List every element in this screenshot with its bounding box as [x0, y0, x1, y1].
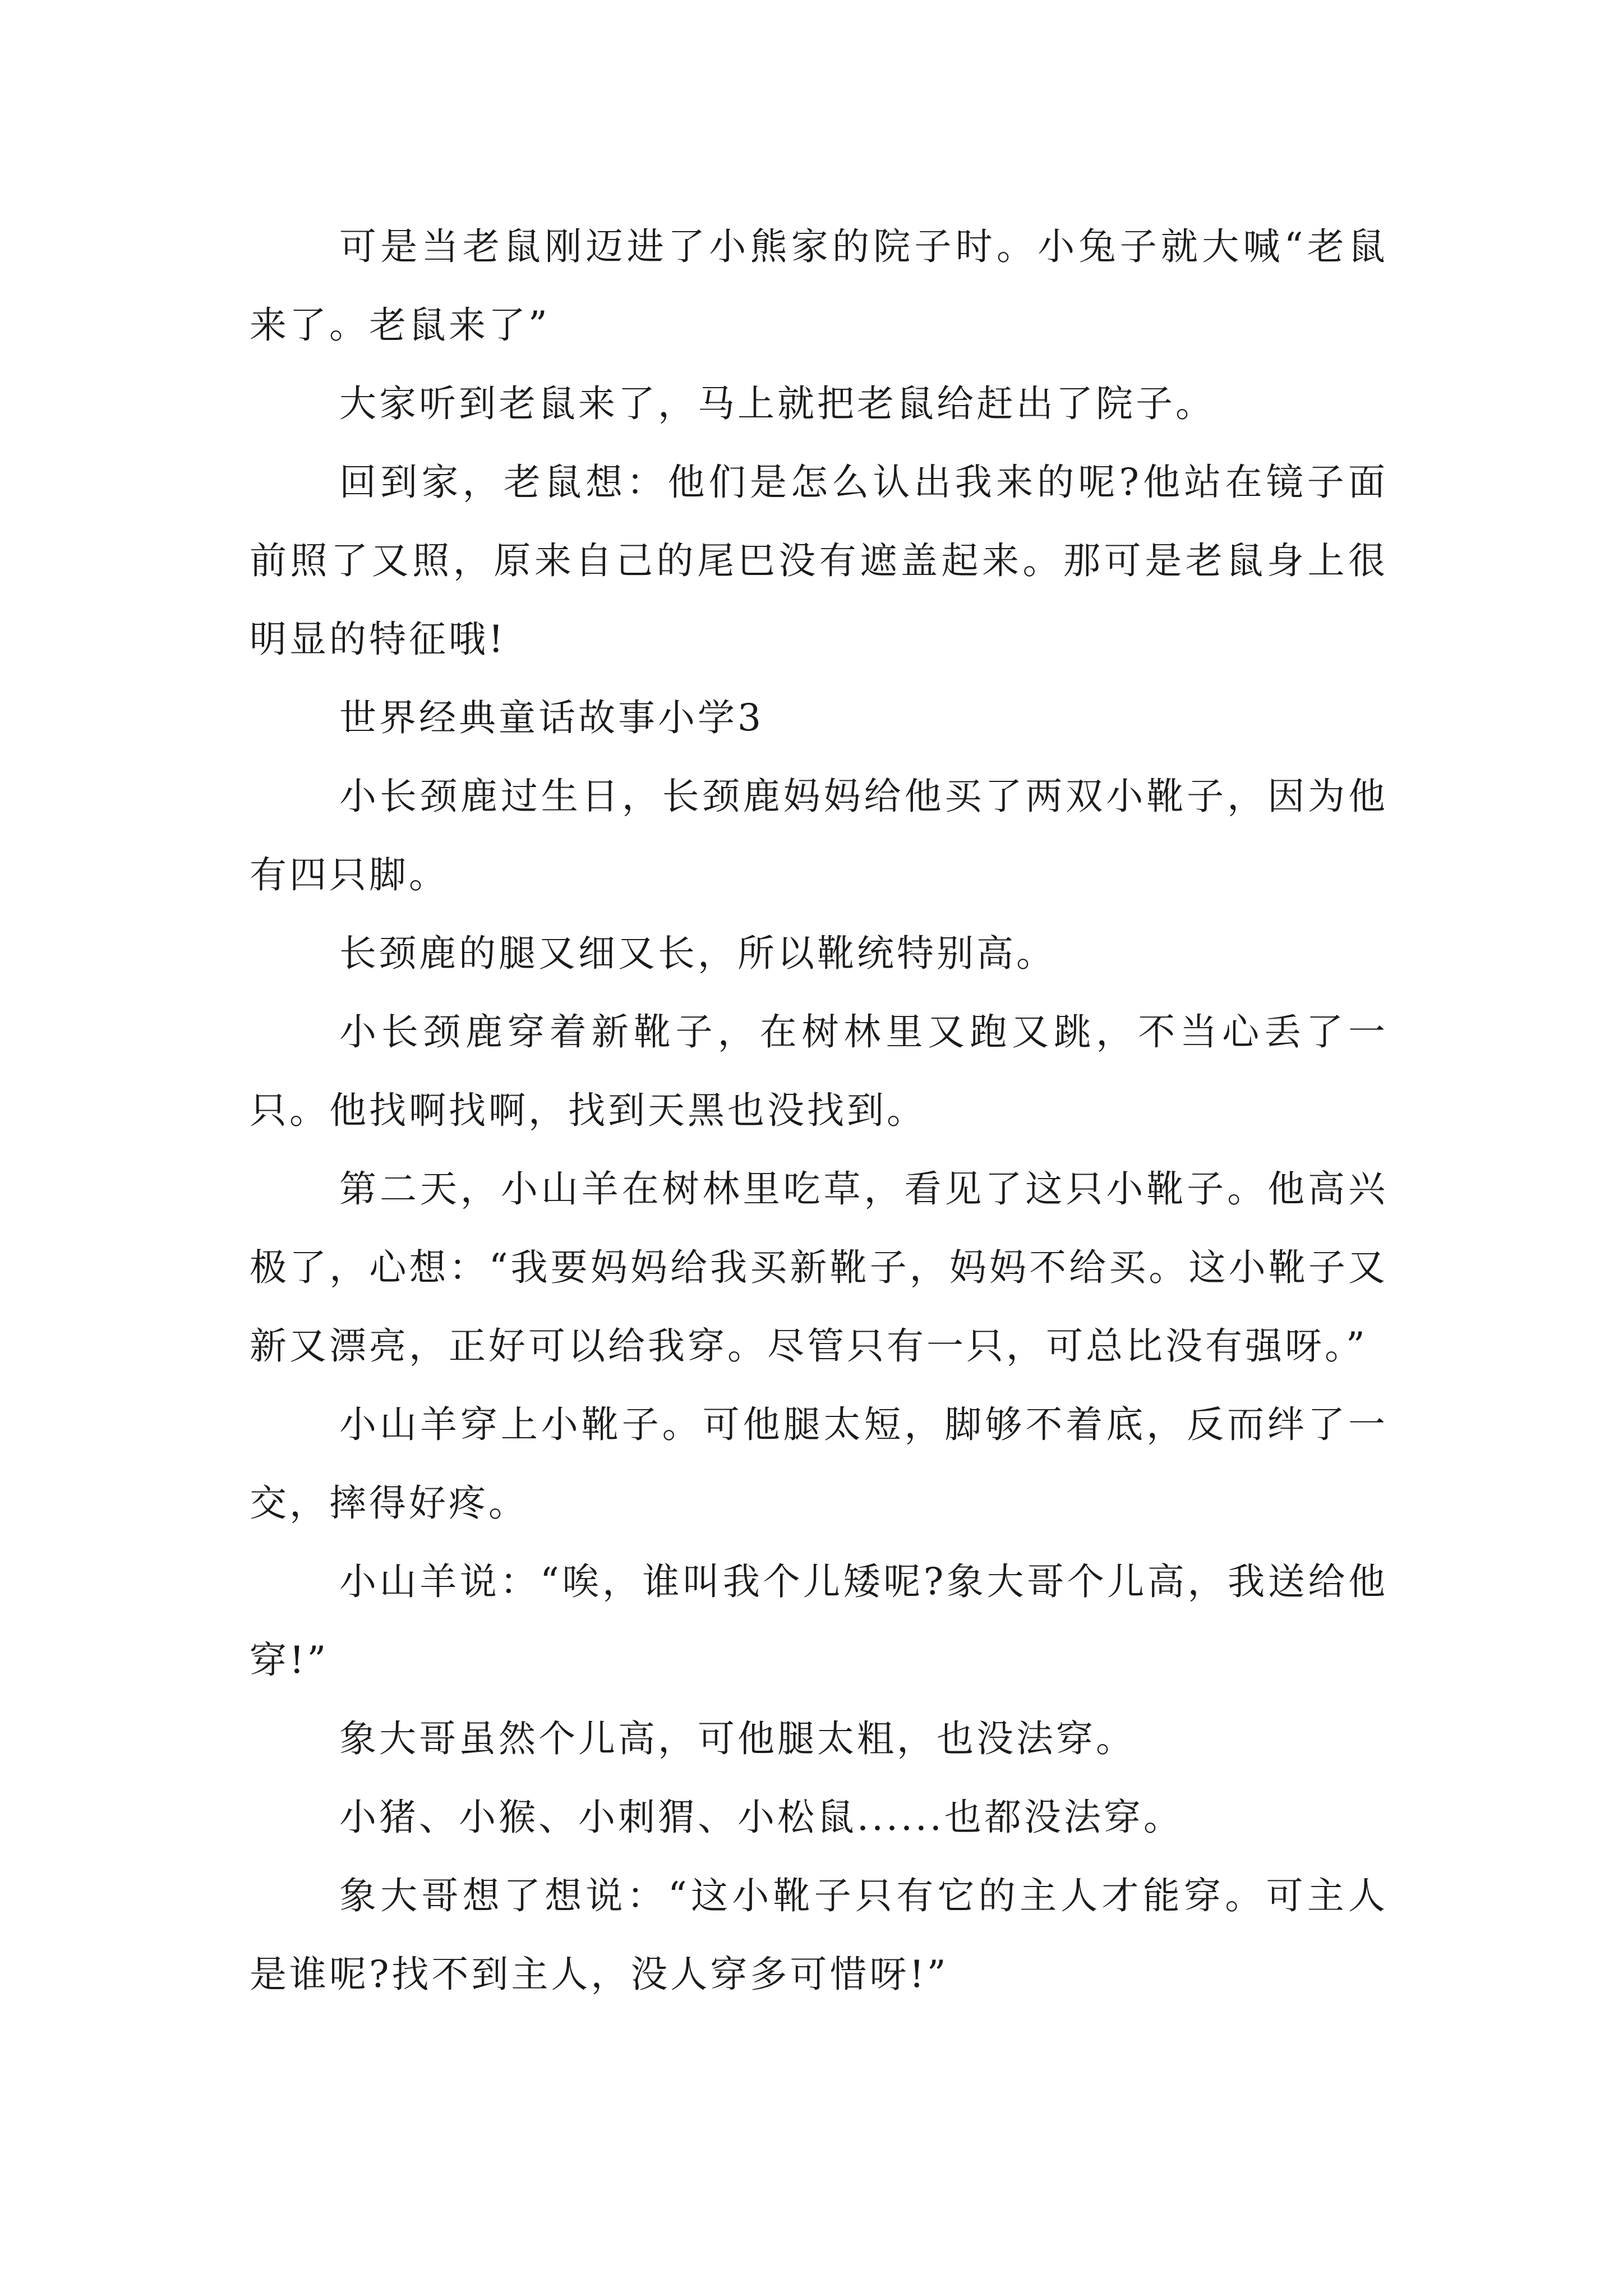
document-body [250, 208, 1388, 2014]
paragraph: 小山羊穿上小靴子。可他腿太短，脚够不着底，反而绊了一交，摔得好疼。 [250, 1403, 1388, 1525]
paragraph: 小猪、小猴、小刺猬、小松鼠......也都没法穿。 [339, 1796, 1183, 1839]
paragraph: 小长颈鹿穿着新靴子，在树林里又跑又跳，不当心丢了一只。他找啊找啊，找到天黑也没找到。 [250, 1010, 1388, 1132]
paragraph: 长颈鹿的腿又细又长，所以靴统特别高。 [339, 932, 1056, 975]
paragraph: 大家听到老鼠来了，马上就把老鼠给赶出了院子。 [339, 382, 1215, 425]
paragraph: 小长颈鹿过生日，长颈鹿妈妈给他买了两双小靴子，因为他有四只脚。 [250, 775, 1388, 896]
paragraph: 小山羊说：“唉，谁叫我个儿矮呢?象大哥个儿高，我送给他穿!” [250, 1560, 1388, 1682]
paragraph: 象大哥想了想说：“这小靴子只有它的主人才能穿。可主人是谁呢?找不到主人，没人穿多可惜呀!” [250, 1874, 1388, 1996]
paragraph: 第二天，小山羊在树林里吃草，看见了这只小靴子。他高兴极了，心想：“我要妈妈给我买新靴子，妈妈不给买。这小靴子又新又漂亮，正好可以给我穿。尽管只有一只，可总比没有强呀。” [250, 1167, 1388, 1368]
section-heading: 世界经典童话故事小学3 [339, 696, 764, 739]
paragraph: 可是当老鼠刚迈进了小熊家的院子时。小兔子就大喊“老鼠来了。老鼠来了” [250, 225, 1388, 347]
paragraph: 回到家，老鼠想：他们是怎么认出我来的呢?他站在镜子面前照了又照，原来自己的尾巴没有遮盖起来。那可是老鼠身上很明显的特征哦! [250, 461, 1388, 661]
paragraph: 象大哥虽然个儿高，可他腿太粗，也没法穿。 [339, 1717, 1136, 1760]
